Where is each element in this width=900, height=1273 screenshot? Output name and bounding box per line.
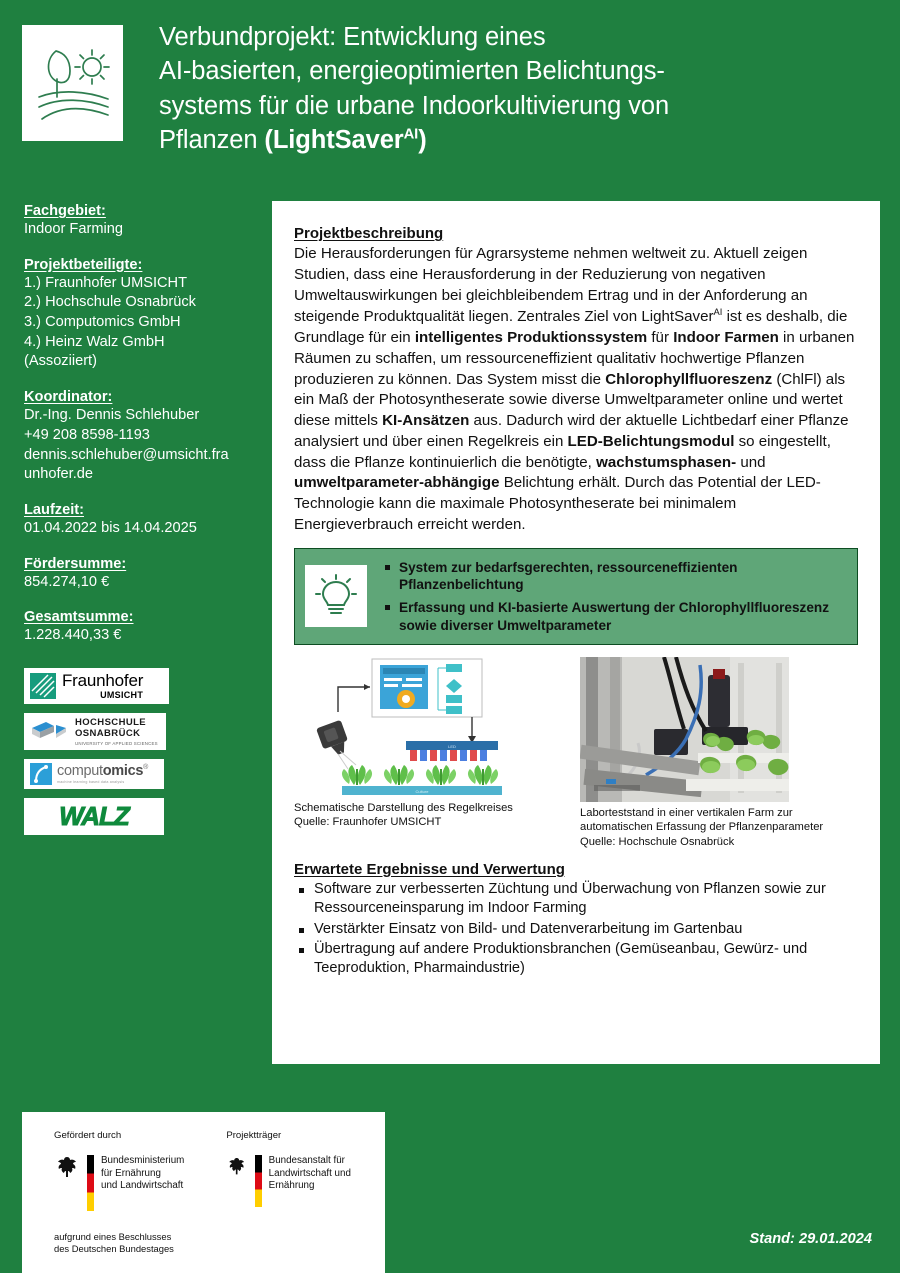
partner-item: 1.) Fraunhofer UMSICHT <box>24 274 188 291</box>
partner-item: 4.) Heinz Walz GmbH <box>24 333 165 350</box>
key-objective-item: Erfassung und KI-basierte Auswertung der Chlorophyllfluoreszenz sowie diverser Umweltparameter <box>383 599 845 634</box>
project-executing-block <box>226 1130 385 1255</box>
bundestag-note <box>54 1231 184 1255</box>
sidebar-section-projektbeteiligte <box>24 257 260 372</box>
page-title <box>159 20 669 157</box>
title-line-1: Verbundprojekt: Entwicklung eines <box>159 23 546 51</box>
fachgebiet-heading: Fachgebiet: <box>24 203 106 219</box>
lightbulb-badge <box>305 565 367 627</box>
figures-row <box>294 657 858 849</box>
koordinator-heading: Koordinator: <box>24 389 113 406</box>
hsos-line-1: HOCHSCHULE <box>75 716 147 728</box>
title-line-2: AI-basierten, energieoptimierten Belichtungs- <box>159 57 665 86</box>
agency-line-1: Bundesanstalt für <box>268 1155 345 1166</box>
poster-body <box>0 195 900 1064</box>
projektbeschreibung-text: Die Herausforderungen für Agrarsysteme nehmen weltweit zu. Aktuell zeigen Studien, dass eine Herausforderung in der Reduzierung von negativen Umweltauswirkungen bei gleichbleibendem Ertrag und in der Anforderung an steigende Produktqualität liegen. Zentrales Ziel von LightSaver$^{AI}$ ist es deshalb, die Grundlage für ein intelligentes Produktionssystem für Indoor Farmen in urbanen Räumen zu schaffen, um ressourceneffizient qualitativ hochwertige Pflanzen produzieren zu können. Das System misst die Chlorophyllfluoreszenz (ChlFl) als ein Maß der Photosyntheserate sowie diverse Umweltparameter online und wertet diese mittels KI-Ansätzen aus. Dadurch wird der aktuelle Lichtbedarf einer Pflanze analysiert und über einen Regelkreis ein LED-Belichtungsmodul so eingestellt, dass die Pflanze kontinuierlich die benötigte, wachstumsphasen- und umweltparameter-abhängige Belichtung erhält. Durch das Potential der LED-Technologie kann die maximale Photosyntheserate bei minimalem Energieverbrauch erreicht werden. <box>294 245 855 533</box>
schematic-caption-line-2: Quelle: Fraunhofer UMSICHT <box>294 816 442 829</box>
agency-line-2: Landwirtschaft und Ernährung <box>268 1167 351 1192</box>
funding-footer <box>22 1112 385 1273</box>
computomics-logo <box>24 759 164 789</box>
computomics-wordmark <box>57 764 148 779</box>
sidebar-section-koordinator <box>24 389 260 485</box>
hsos-subtitle: UNIVERSITY OF APPLIED SCIENCES <box>75 741 158 747</box>
project-executing-label: Projektträger <box>226 1130 282 1141</box>
result-item: Übertragung auf andere Produktionsbranchen (Gemüseanbau, Gewürz- und Teeproduktion, Pharmaindustrie) <box>294 940 858 979</box>
funded-by-block <box>54 1130 184 1255</box>
partner-item: (Assoziiert) <box>24 353 97 370</box>
fachgebiet-value: Indoor Farming <box>24 221 123 237</box>
ministry-line-2: für Ernährung <box>101 1167 161 1179</box>
german-flag-bar <box>255 1155 262 1207</box>
partner-item: 3.) Computomics GmbH <box>24 314 181 331</box>
schematic-illustration <box>294 657 558 797</box>
computomics-tagline: machine learning based data analysis <box>57 779 125 784</box>
koordinator-phone[interactable]: +49 208 8598-1193 <box>24 426 150 443</box>
led-label: LED <box>448 744 456 750</box>
photo-caption-line-1: Laborteststand in einer vertikalen Farm zur <box>580 807 793 820</box>
gesamtsumme-heading: Gesamtsumme: <box>24 609 134 626</box>
hsos-line-2: OSNABRÜCK <box>75 727 141 739</box>
bundestag-note-line-2: des Deutschen Bundestages <box>54 1243 174 1255</box>
partner-logo-stack <box>24 668 260 835</box>
german-flag-bar <box>87 1155 94 1211</box>
sidebar-section-gesamtsumme <box>24 609 260 646</box>
result-item: Software zur verbesserten Züchtung und Überwachung von Pflanzen sowie zur Ressourceneinsparung im Indoor Farming <box>294 880 858 919</box>
walz-logo <box>24 798 164 835</box>
computomics-mark-icon <box>30 763 52 785</box>
main-content-card <box>272 201 880 1064</box>
sidebar-section-foerdersumme <box>24 556 260 593</box>
computomics-text-bold: omics <box>102 763 144 780</box>
project-logo <box>22 25 123 141</box>
schematic-caption <box>294 801 558 829</box>
ministry-line-3: und Landwirtschaft <box>101 1180 184 1192</box>
project-acronym-superscript: AI <box>403 126 419 143</box>
results-list <box>294 880 858 979</box>
vertical-farm-lab-photo <box>580 657 789 802</box>
fraunhofer-mark-icon <box>30 673 56 699</box>
schematic-caption-line-1: Schematische Darstellung des Regelkreises <box>294 802 513 815</box>
fraunhofer-institute-name: UMSICHT <box>100 689 144 700</box>
results-heading: Erwartete Ergebnisse und Verwertung <box>294 860 565 878</box>
sidebar <box>0 195 272 1064</box>
projektbeteiligte-heading: Projektbeteiligte: <box>24 256 143 273</box>
hochschule-osnabrueck-logo <box>24 713 166 750</box>
computomics-text-light: comput <box>57 763 103 780</box>
sidebar-section-laufzeit <box>24 502 260 539</box>
key-objectives-box <box>294 548 858 646</box>
registered-icon: ® <box>143 764 149 772</box>
bundestag-note-line-1: aufgrund eines Beschlusses <box>54 1231 172 1242</box>
fraunhofer-logo <box>24 668 169 704</box>
results-section <box>294 861 858 979</box>
projektbeschreibung-heading: Projektbeschreibung <box>294 225 444 242</box>
project-acronym-open: (LightSaver <box>264 125 404 154</box>
key-objective-item: System zur bedarfsgerechten, ressourceneffizienten Pflanzenbelichtung <box>383 559 845 594</box>
fraunhofer-wordmark: Fraunhofer <box>62 670 144 690</box>
bundesadler-icon <box>54 1155 80 1181</box>
funded-by-label: Gefördert durch <box>54 1130 122 1141</box>
poster-header <box>0 0 900 195</box>
laufzeit-heading: Laufzeit: <box>24 501 84 518</box>
lab-teststand-photo <box>580 657 789 802</box>
schematic-control-loop-figure <box>294 657 558 849</box>
walz-wordmark: WALZ <box>59 801 129 832</box>
title-line-4: Pflanzen <box>159 125 265 154</box>
sidebar-section-fachgebiet <box>24 203 260 240</box>
foerdersumme-heading: Fördersumme: <box>24 555 127 572</box>
culture-label: Culture <box>415 789 429 795</box>
ministry-name <box>101 1155 184 1193</box>
title-line-3: systems für die urbane Indoorkultivierung von <box>159 91 670 120</box>
executing-agency-name <box>269 1155 385 1193</box>
ministry-line-1: Bundesministerium <box>101 1155 185 1166</box>
tree-sun-field-icon <box>34 37 112 129</box>
bundesadler-icon <box>226 1155 247 1179</box>
koordinator-name: Dr.-Ing. Dennis Schlehuber <box>24 407 200 424</box>
result-item: Verstärkter Einsatz von Bild- und Datenverarbeitung im Gartenbau <box>294 920 858 939</box>
key-objectives-list <box>383 559 845 635</box>
vertical-farm-lab-photo-figure <box>580 657 844 849</box>
control-loop-diagram-icon <box>294 657 558 797</box>
hsos-mark-icon <box>30 718 70 744</box>
stand-date: Stand: 29.01.2024 <box>749 1231 872 1247</box>
photo-caption-line-2: automatischen Erfassung der Pflanzenparameter <box>580 821 824 834</box>
koordinator-email-line-2[interactable]: unhofer.de <box>24 466 93 483</box>
photo-caption <box>580 806 844 849</box>
gesamtsumme-value: 1.228.440,33 € <box>24 627 122 644</box>
foerdersumme-value: 854.274,10 € <box>24 573 110 590</box>
partner-item: 2.) Hochschule Osnabrück <box>24 294 196 311</box>
photo-caption-line-3: Quelle: Hochschule Osnabrück <box>580 835 735 848</box>
lightbulb-icon <box>315 573 357 619</box>
laufzeit-value: 01.04.2022 bis 14.04.2025 <box>24 519 197 536</box>
project-acronym-close: ) <box>418 125 427 154</box>
koordinator-email-line-1[interactable]: dennis.schlehuber@umsicht.fra <box>24 446 229 463</box>
